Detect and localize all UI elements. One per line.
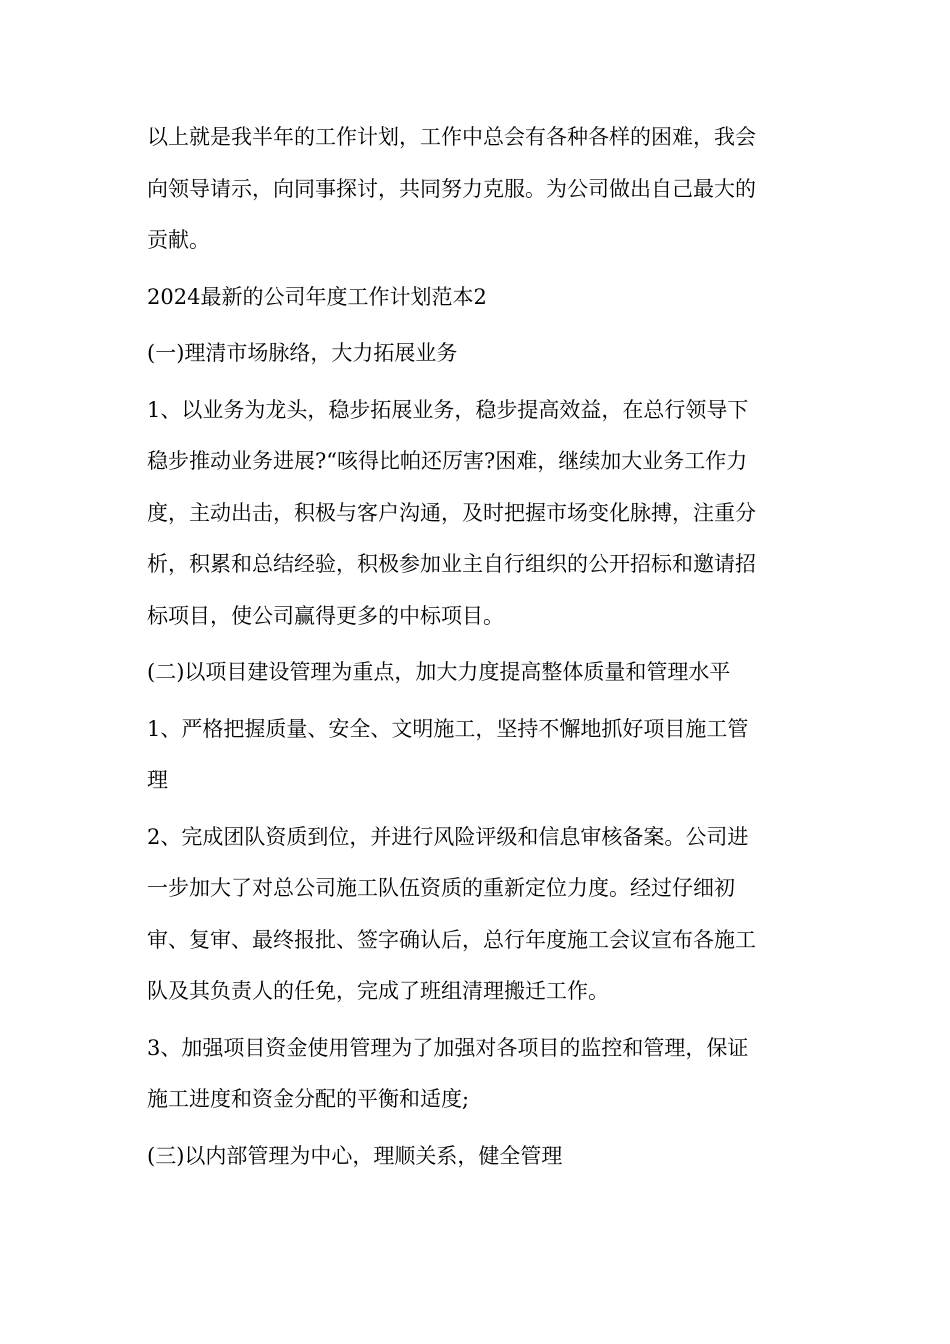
text-line: 2024最新的公司年度工作计划范本2	[147, 284, 487, 309]
text-line: 度，主动出击，积极与客户沟通，及时把握市场变化脉搏，注重分	[147, 500, 756, 525]
text-line: 稳步推动业务进展?“咳得比帕还厉害?困难，继续加大业务工作力	[147, 449, 748, 473]
text-line: (三)以内部管理为中心，理顺关系，健全管理	[147, 1143, 563, 1168]
heading-part-2	[147, 647, 807, 699]
text-line: 1、严格把握质量、安全、文明施工，坚持不懈地抓好项目施工管	[147, 716, 749, 741]
text-line: 标项目，使公司赢得更多的中标项目。	[147, 603, 504, 628]
paragraph-item-2-3	[147, 1023, 807, 1126]
paragraph-closing-remarks	[147, 112, 807, 267]
text-line: (二)以项目建设管理为重点，加大力度提高整体质量和管理水平	[147, 660, 731, 684]
paragraph-item-1-1	[147, 385, 807, 643]
text-line: 向领导请示，向同事探讨，共同努力克服。为公司做出自己最大的	[147, 176, 756, 201]
section-title	[147, 272, 807, 324]
heading-part-1	[147, 328, 807, 380]
document-body	[147, 112, 807, 1187]
paragraph-item-2-2	[147, 812, 807, 1018]
text-line: 2、完成团队资质到位，并进行风险评级和信息审核备案。公司进	[147, 824, 749, 849]
paragraph-item-2-1	[147, 704, 807, 807]
heading-part-3	[147, 1131, 807, 1183]
text-line: 队及其负责人的任免，完成了班组清理搬迁工作。	[147, 979, 609, 1003]
text-line: 审、复审、最终报批、签字确认后，总行年度施工会议宣布各施工	[147, 927, 756, 952]
text-line: 理	[147, 768, 168, 792]
text-line: (一)理清市场脉络，大力拓展业务	[147, 341, 458, 365]
text-line: 贡献。	[147, 228, 210, 252]
text-line: 析，积累和总结经验，积极参加业主自行组织的公开招标和邀请招	[147, 552, 756, 576]
text-line: 一步加大了对总公司施工队伍资质的重新定位力度。经过仔细初	[147, 876, 735, 900]
text-line: 3、加强项目资金使用管理为了加强对各项目的监控和管理，保证	[147, 1035, 749, 1060]
text-line: 以上就是我半年的工作计划，工作中总会有各种各样的困难，我会	[147, 125, 756, 149]
text-line: 1、以业务为龙头，稳步拓展业务，稳步提高效益，在总行领导下	[147, 397, 749, 422]
text-line: 施工进度和资金分配的平衡和适度;	[147, 1087, 470, 1111]
